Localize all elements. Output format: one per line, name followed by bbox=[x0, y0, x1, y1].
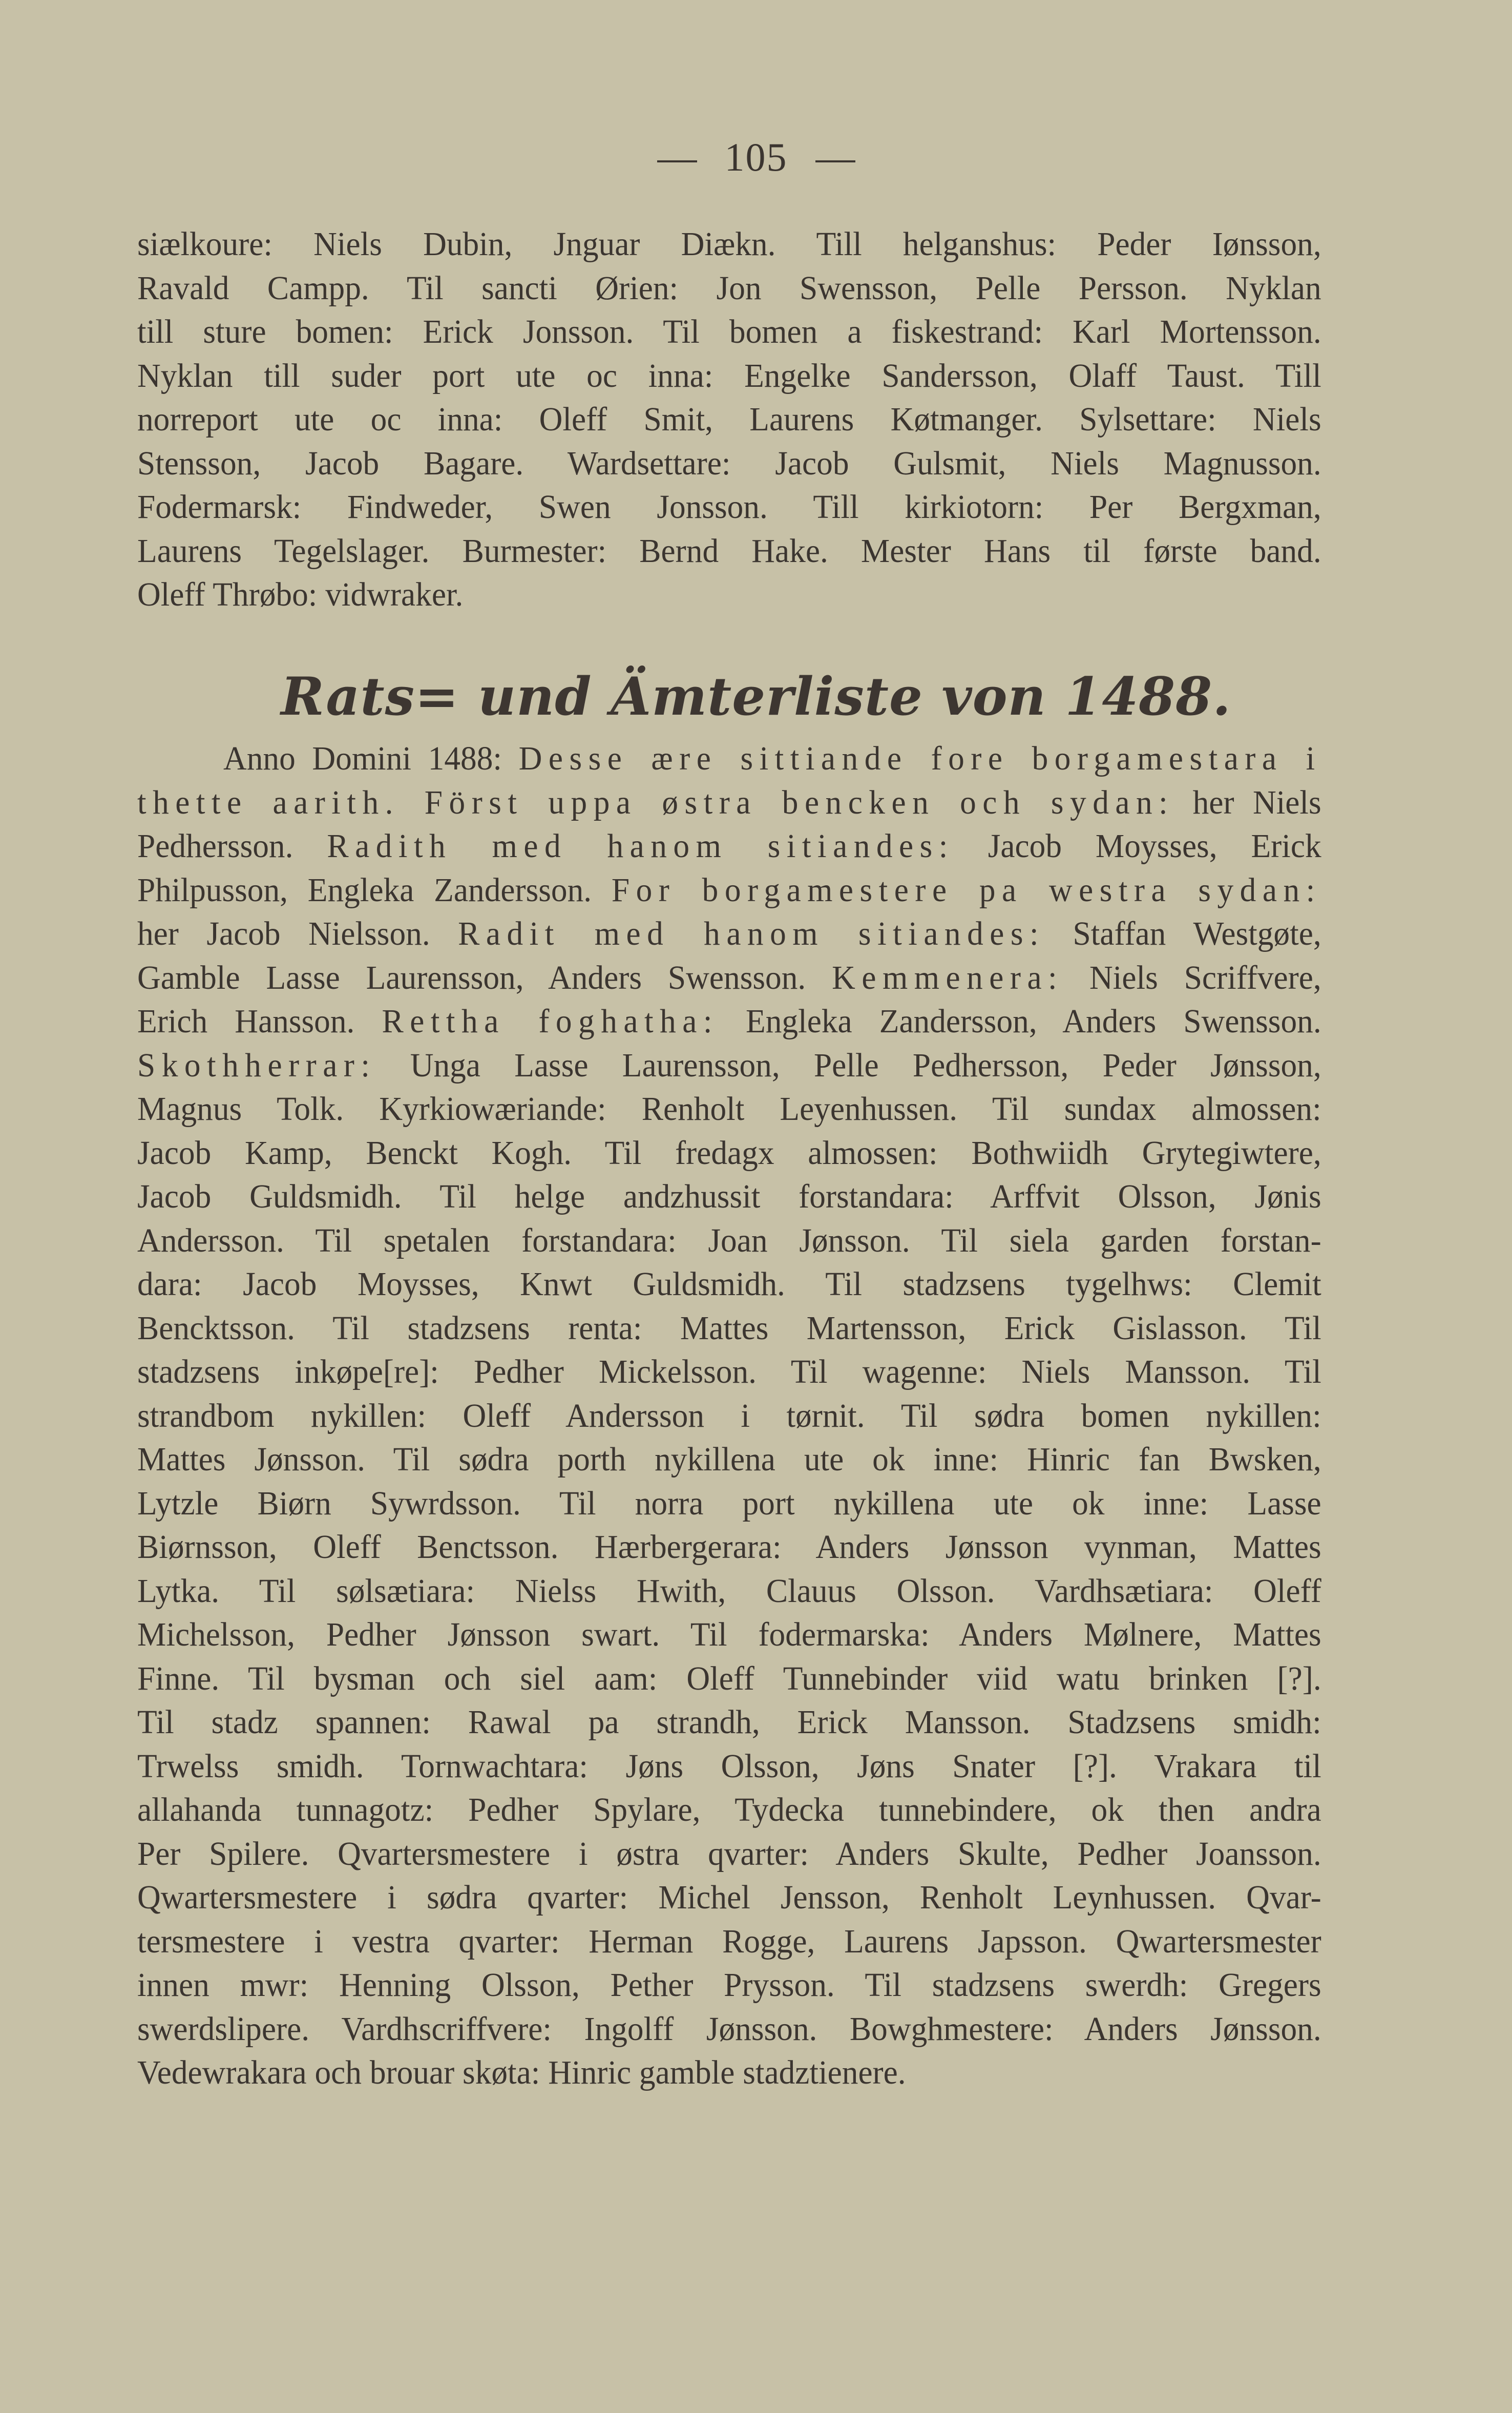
section-title: Rats= und Ämterliste von 1488. bbox=[281, 666, 1231, 727]
text-line bbox=[137, 1569, 1321, 1613]
text-line bbox=[137, 1788, 1321, 1832]
text-line bbox=[137, 1000, 1321, 1044]
text-segment: strandbom nykillen: Oleff Andersson i tørnit. Til sødra bomen nykillen: bbox=[137, 1397, 1321, 1434]
text-segment: Trwelss smidh. Tornwachtara: Jøns Olsson, Jøns Snater [?]. Vrakara til bbox=[137, 1747, 1321, 1785]
text-line: norreport ute oc inna: Oleff Smit, Laurens Køtmanger. Sylsettare: Niels bbox=[137, 401, 1321, 438]
text-segment: Vedewrakara och brouar skøta: Hinric gamble stadztienere. bbox=[137, 2054, 906, 2091]
intro-paragraph bbox=[137, 222, 1321, 617]
text-segment: Gamble Lasse Laurensson, Anders Swensson. bbox=[137, 959, 832, 996]
text-line bbox=[137, 1744, 1321, 1788]
page-number-text: 105 bbox=[724, 135, 788, 179]
text-segment: dara: Jacob Moysses, Knwt Guldsmidh. Til stadzsens tygelhws: Clemit bbox=[137, 1265, 1321, 1303]
text-segment: Jacob Guldsmidh. Til helge andzhussit forstandara: Arffvit Olsson, Jønis bbox=[137, 1178, 1321, 1215]
text-line bbox=[137, 2051, 1321, 2095]
text-segment: Staffan Westgøte, bbox=[1045, 915, 1321, 952]
text-line bbox=[137, 824, 1321, 868]
text-segment: Mattes Jønsson. Til sødra porth nykillena ute ok inne: Hinric fan Bwsken, bbox=[137, 1441, 1321, 1478]
text-segment: allahanda tunnagotz: Pedher Spylare, Tydecka tunnebindere, ok then andra bbox=[137, 1791, 1321, 1828]
text-line bbox=[137, 868, 1321, 912]
text-segment: Per Spilere. Qvartersmestere i østra qvarter: Anders Skulte, Pedher Joansson. bbox=[137, 1835, 1321, 1873]
text-segment: tersmestere i vestra qvarter: Herman Rogge, Laurens Japsson. Qwartersmester bbox=[137, 1922, 1321, 1960]
text-segment: Niels Scriffvere, bbox=[1063, 959, 1321, 996]
text-line bbox=[137, 1262, 1321, 1306]
spaced-text: Desse ære sittiande fore borgamestara i bbox=[518, 740, 1321, 777]
text-line bbox=[137, 2007, 1321, 2051]
text-segment: Qwartersmestere i sødra qvarter: Michel Jensson, Renholt Leynhussen. Qvar- bbox=[137, 1879, 1321, 1916]
text-segment: Andersson. Til spetalen forstandara: Joan Jønsson. Til siela garden forstan- bbox=[137, 1221, 1321, 1259]
spaced-text: Radith med hanom sitiandes: bbox=[327, 827, 954, 865]
text-line bbox=[137, 1876, 1321, 1920]
text-segment: Michelsson, Pedher Jønsson swart. Til fodermarska: Anders Mølnere, Mattes bbox=[137, 1616, 1321, 1653]
text-segment: Jacob Moysses, Erick bbox=[954, 827, 1321, 865]
text-line bbox=[137, 912, 1321, 956]
text-segment: Til stadz spannen: Rawal pa strandh, Erick Mansson. Stadzsens smidh: bbox=[137, 1703, 1321, 1741]
text-line bbox=[137, 781, 1321, 825]
text-segment: swerdslipere. Vardhscriffvere: Ingolff Jønsson. Bowghmestere: Anders Jønsson. bbox=[137, 2010, 1321, 2048]
text-segment: innen mwr: Henning Olsson, Pether Prysson. Til stadzsens swerdh: Gregers bbox=[137, 1966, 1321, 2004]
text-line: Ravald Campp. Til sancti Ørien: Jon Swensson, Pelle Persson. Nyklan bbox=[137, 269, 1321, 307]
text-segment: Jacob Kamp, Benckt Kogh. Til fredagx almossen: Bothwiidh Grytegiwtere, bbox=[137, 1134, 1321, 1172]
text-segment: Biørnsson, Oleff Benctsson. Hærbergerara: Anders Jønsson vynman, Mattes bbox=[137, 1528, 1321, 1566]
text-segment: stadzsens inkøpe[re]: Pedher Mickelsson. Til wagenne: Niels Mansson. Til bbox=[137, 1353, 1321, 1390]
spaced-text: Rettha foghatha: bbox=[382, 1003, 719, 1040]
text-segment: Pedhersson. bbox=[137, 827, 327, 865]
spaced-text: thette aarith. Först uppa østra bencken och sydan: bbox=[137, 783, 1174, 821]
text-segment: Bencktsson. Til stadzsens renta: Mattes Martensson, Erick Gislasson. Til bbox=[137, 1309, 1321, 1347]
body-paragraph bbox=[137, 737, 1321, 2095]
text-line: till sture bomen: Erick Jonsson. Til bomen a fiskestrand: Karl Mortensson. bbox=[137, 313, 1321, 350]
text-segment: her Niels bbox=[1174, 783, 1321, 821]
text-segment: her Jacob Nielsson. bbox=[137, 915, 458, 952]
text-line bbox=[137, 1394, 1321, 1438]
text-line bbox=[137, 1525, 1321, 1569]
text-line bbox=[137, 1482, 1321, 1526]
text-line bbox=[137, 1963, 1321, 2007]
spaced-text: Skothherrar: bbox=[137, 1046, 376, 1084]
text-segment: Engleka Zandersson, Anders Swensson. bbox=[718, 1003, 1321, 1040]
text-line bbox=[137, 1219, 1321, 1263]
text-line bbox=[137, 1306, 1321, 1350]
text-line: Oleff Thrøbo: vidwraker. bbox=[137, 576, 464, 613]
page-number bbox=[0, 134, 1512, 180]
text-line: siælkoure: Niels Dubin, Jnguar Diækn. Till helganshus: Peder Iønsson, bbox=[137, 225, 1321, 263]
spaced-text: For borgamestere pa westra sydan: bbox=[611, 871, 1321, 909]
text-line bbox=[137, 1131, 1321, 1175]
text-line bbox=[137, 1175, 1321, 1219]
text-segment: Anno Domini 1488: bbox=[223, 740, 519, 777]
text-line bbox=[137, 1613, 1321, 1657]
text-line bbox=[137, 1657, 1321, 1701]
dash-right bbox=[815, 160, 855, 162]
text-line bbox=[137, 737, 1321, 781]
text-segment: Finne. Til bysman och siel aam: Oleff Tunnebinder viid watu brinken [?]. bbox=[137, 1659, 1321, 1697]
text-line: Nyklan till suder port ute oc inna: Engelke Sandersson, Olaff Taust. Till bbox=[137, 357, 1321, 394]
dash-left bbox=[657, 160, 697, 162]
spaced-text: Kemmenera: bbox=[832, 959, 1064, 996]
text-line: Laurens Tegelslager. Burmester: Bernd Hake. Mester Hans til første band. bbox=[137, 532, 1321, 570]
text-line bbox=[137, 1044, 1321, 1088]
spaced-text: Radit med hanom sitiandes: bbox=[458, 915, 1045, 952]
text-line: Stensson, Jacob Bagare. Wardsettare: Jacob Gulsmit, Niels Magnusson. bbox=[137, 444, 1321, 482]
text-segment: Unga Lasse Laurensson, Pelle Pedhersson, Peder Jønsson, bbox=[376, 1046, 1321, 1084]
text-line bbox=[137, 1920, 1321, 1964]
text-line bbox=[137, 1832, 1321, 1876]
text-segment: Philpusson, Engleka Zandersson. bbox=[137, 871, 612, 909]
text-segment: Lytzle Biørn Sywrdsson. Til norra port nykillena ute ok inne: Lasse bbox=[137, 1484, 1321, 1522]
text-line: Fodermarsk: Findweder, Swen Jonsson. Till kirkiotorn: Per Bergxman, bbox=[137, 488, 1321, 526]
text-line bbox=[137, 1087, 1321, 1131]
text-line bbox=[137, 1438, 1321, 1482]
text-line bbox=[137, 956, 1321, 1000]
text-line bbox=[137, 1700, 1321, 1744]
text-segment: Erich Hansson. bbox=[137, 1003, 382, 1040]
text-segment: Lytka. Til sølsætiara: Nielss Hwith, Clauus Olsson. Vardhsætiara: Oleff bbox=[137, 1572, 1321, 1610]
text-segment: Magnus Tolk. Kyrkiowæriande: Renholt Leyenhussen. Til sundax almossen: bbox=[137, 1090, 1321, 1128]
text-line bbox=[137, 1350, 1321, 1394]
